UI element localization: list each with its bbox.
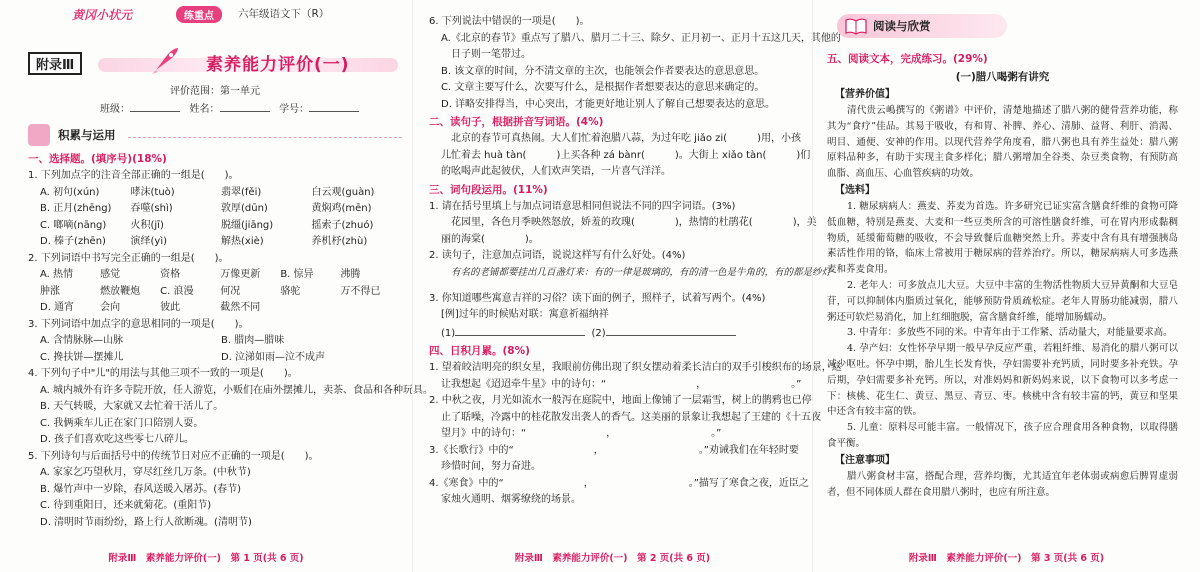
paragraph: 清代贵云嶋撰写的《粥谱》中评价，清楚地描述了腊八粥的健骨营养功能，称其为“食疗”佳品。其易于吸收，有和胃、补脾、养心、清肺、益肾、利肝、消渴、明目、通便、安神的作用。以现代营养学角度看，腊八粥也具有养生益处：腊八粥原料品种多，有助于实现主食多样化；腊八粥增加全谷类、杂豆类食物，有预防高血脂、高血压、心血管疾病的功效。 <box>827 105 1178 180</box>
option-cell: C. 搀扶饼—摆摊儿 <box>40 351 124 363</box>
question: 2. 读句子，注意加点词语，说说这样写有什么好处。(4%) <box>429 250 686 261</box>
option-cell <box>340 300 400 317</box>
title-row <box>28 44 402 84</box>
blank-label: (2) <box>591 327 606 339</box>
option-cell: 何况 <box>220 285 241 297</box>
passage-line: 北京的春节可真热闹。大人们忙着泡腊八蒜，为过年吃 jiǎo zi( )用，小孩 <box>451 133 801 144</box>
subheading: 【选料】 <box>835 184 875 196</box>
header-chip: 练重点 <box>176 6 222 23</box>
option-cell <box>280 300 340 317</box>
option: B. 该文章的时间，分不清文章的主次，也能领会作者要表达的意思意思。 <box>441 65 765 77</box>
option-cell: 彼此 <box>160 302 181 313</box>
option-cell: 沸腾 <box>340 269 361 280</box>
page-1 <box>0 0 434 572</box>
reading-title: 阅读与欣赏 <box>873 19 931 33</box>
question: 1. 请在括号里填上与加点词语意思相同但说法不同的四字词语。(3%) <box>429 200 736 212</box>
passage-line: 花园里，各色月季映然怒放，娇羞的玫瑰( )，热情的杜鹃花( )，美 <box>451 217 817 228</box>
option-cell: A. 热情 <box>40 269 74 280</box>
paragraph: 2. 老年人：可多放点儿大豆。大豆中丰富的生物活性物质大豆异黄酮和大豆皂苷，可以抑制体内脂质过氧化，能够预防骨质疏松症。老年人胃肠功能减弱，腊八粥还可软烂易消化，加上红细胞脱，富含膳食纤维，能增加肠蠕动。 <box>827 279 1178 323</box>
grade-title: 六年级语文下（R） <box>238 8 330 20</box>
reading-header <box>827 6 1178 50</box>
option: C. 文章主要写什么，次要写什么，是根据作者想要表达的意思来确定的。 <box>441 82 765 93</box>
blank-label: (1) <box>441 327 456 339</box>
class-label: 班级： <box>100 104 130 115</box>
option-cell: 黄焖鸡(mēn) <box>311 203 372 214</box>
option: D. 清明时节雨纷纷，路上行人欲断魂。(清明节) <box>40 516 252 528</box>
option-cell: B. 惊异 <box>280 269 314 280</box>
question: 3.《长歌行》中的“ ， 。”劝诫我们在年轻时要 <box>429 444 799 456</box>
option-row <box>28 234 402 251</box>
id-label: 学号： <box>279 104 310 115</box>
section-badge <box>28 124 402 150</box>
answer-field[interactable] <box>606 324 736 336</box>
divider <box>128 137 402 138</box>
option: A.《北京的春节》重点写了腊八、腊月二十三、除夕、正月初一、正月十五这几天，其他的 <box>441 32 841 44</box>
passage-line: 儿忙着去 huà tàn( )上买各种 zá bànr( )。大街上 xiǎo tàn( )们 <box>441 149 811 161</box>
option-cell: 万像更新 <box>220 269 261 280</box>
option: A. 家家乞巧望秋月，穿尽红丝几万条。(中秋节) <box>40 467 251 478</box>
option-cell: C. 浪漫 <box>160 285 194 297</box>
subheading: 【营养价值】 <box>835 89 895 100</box>
question: 1. 望着皎洁明亮的织女星，我眼前仿佛出现了织女摆动着柔长洁白的双手引梭织布的场景，这 <box>429 362 842 373</box>
answer-blanks <box>429 324 798 343</box>
option-cell: 摇索子(zhuó) <box>311 219 374 231</box>
option-cell: 吞噬(shì) <box>130 203 173 214</box>
student-info <box>28 100 402 118</box>
question: 2. 中秋之夜，月光如流水一般泻在庭院中，地面上像铺了一层霜雪，树上的鹊鸦也已停 <box>429 395 812 406</box>
option-cell: 资格 <box>160 269 181 280</box>
option-cell: C. 啷嘀(nāng) <box>40 219 107 231</box>
option-cell: 演绎(yì) <box>130 236 167 247</box>
page-3 <box>812 0 1200 572</box>
option-cell: 燃放鞭炮 <box>100 285 141 297</box>
article-title: (一)腊八喝粥有讲究 <box>955 71 1050 83</box>
book-icon <box>28 124 50 146</box>
option-cell: D. 榛子(zhēn) <box>40 236 106 247</box>
option-row <box>28 350 402 367</box>
option-cell: 感觉 <box>100 269 121 280</box>
option-cell: D. 通宵 <box>40 302 75 313</box>
question: 4. 下列句子中"儿"的用法与其他三项不一致的一项是( )。 <box>28 368 298 379</box>
option: C. 我俩乘车儿正在家门口陪别人耍。 <box>40 417 204 429</box>
class-field[interactable] <box>130 100 180 112</box>
scope-text: 评价范围：第一单元 <box>170 86 260 97</box>
option: B. 天气转暖，大家就又去忙着干活儿了。 <box>40 401 224 412</box>
option-cell: B. 腊肉—腊味 <box>221 335 285 346</box>
answer-field[interactable] <box>455 324 585 336</box>
question-cont: 止了聒噪，冷露中的桂花散发出袭人的香气。这美丽的景象让我想起了王建的《十五夜 <box>441 411 821 423</box>
option-cell: 白云观(guàn) <box>311 186 375 198</box>
option-cell: 养机杼(zhù) <box>311 236 368 247</box>
option-cell: 敦厚(dūn) <box>221 203 268 214</box>
option-row <box>28 185 402 202</box>
option-cell: 骆驼 <box>280 285 301 297</box>
option: 日子则一笔带过。 <box>451 49 531 60</box>
option-cell: 哮沫(tuò) <box>130 186 175 198</box>
option-cell: 脱缰(jiāng) <box>221 219 274 231</box>
option-row <box>28 333 402 350</box>
question-cont: 望月》中的诗句：“ ， 。” <box>441 428 722 439</box>
option-cell: 万不得已 <box>340 285 381 297</box>
passage-line: 的吆喝声此起彼伏，人们欢声笑语，一片喜气洋洋。 <box>441 166 671 177</box>
page-title: 素养能力评价(一) <box>206 55 350 75</box>
option: D. 详略安排得当，中心突出，才能更好地让别人了解自己想要表达的意思。 <box>441 98 776 110</box>
appendix-label: 附录Ⅲ <box>28 52 82 75</box>
rocket-icon <box>150 46 180 76</box>
subheading: 【注意事项】 <box>835 454 895 466</box>
option-cell: B. 正月(zhēng) <box>40 203 112 214</box>
question: 1. 下列加点字的注音全部正确的一组是( )。 <box>28 170 239 181</box>
paragraph: 5. 儿童：原料尽可能丰富。一般情况下，孩子应合理食用各种食物，以取得膳食平衡。 <box>827 422 1178 449</box>
example: [例]过年的时候贴对联：寓意祈福纳祥 <box>441 309 609 320</box>
section-badge-label: 积累与运用 <box>58 128 116 142</box>
open-book-icon <box>845 16 867 36</box>
question-cont: 珍惜时间，努力奋进。 <box>441 461 541 472</box>
paragraph: 4. 孕产妇：女性怀孕早期一般早孕反应严重，若粗纤维、易消化的腊八粥可以减少呕吐。怀孕中期，胎儿生长发育快，孕妇需要补充钙质，同时要多补充铁。孕后期，孕妇需要多补充钙。所以，对准妈妈和新妈妈来说，以下食物可以多考虑一下：核桃、花生仁、黄豆、黑豆、青豆、枣。核桃中含有较丰富的钙，黄豆和坚果中还含有较丰富的铁。 <box>827 343 1178 418</box>
question: 3. 你知道哪些寓意吉祥的习俗？读下面的例子，照样子，试着写两个。(4%) <box>429 292 766 304</box>
q2-options <box>28 267 402 317</box>
option-cell: 截然不同 <box>220 302 261 313</box>
option-cell: 肿涨 <box>40 285 60 297</box>
option-row <box>28 284 402 301</box>
quoted-sentence: 有名的老铺都要挂出几百盏灯来：有的一律是玻璃的，有的清一色是牛角的，有的都是纱灯 <box>451 266 832 278</box>
option-cell: 会向 <box>100 302 121 313</box>
option-row <box>28 267 402 284</box>
brand-logo: 黄冈小状元 <box>72 8 133 22</box>
name-label: 姓名： <box>189 104 220 115</box>
option: B. 爆竹声中一岁除，春风送暖入屠苏。(春节) <box>40 483 242 495</box>
option: C. 待到重阳日，还来就菊花。(重阳节) <box>40 500 212 511</box>
question-cont: 家烛火通明、烟雾缭绕的场景。 <box>441 494 581 505</box>
page-header <box>28 0 402 44</box>
option-cell: 解热(xiè) <box>221 236 264 247</box>
option-row <box>28 201 402 218</box>
question: 3. 下列词语中加点字的意思相同的一项是( )。 <box>28 318 249 330</box>
option-cell: A. 初句(xún) <box>40 186 100 198</box>
option-cell: A. 含情脉脉—山脉 <box>40 335 124 346</box>
option: D. 孩子们喜欢吃这些零七八碎儿。 <box>40 434 195 445</box>
option: A. 城内城外有许多寺院开放，任人游览，小贩们在庙外摆摊儿，卖茶、食品和各种玩具。 <box>40 384 434 396</box>
passage-line: 丽的海棠( )。 <box>441 233 539 245</box>
paragraph: 腊八粥食材丰富，搭配合理，营养均衡，尤其适宜年老体弱或病愈后脾胃虚弱者，但不同体质人群在食用腊八粥时，也应有所注意。 <box>827 470 1178 498</box>
paragraph: 3. 中青年：多放些不同的米。中青年由于工作紧、活动量大，对能量要求高。 <box>847 327 1173 339</box>
q1-options <box>28 185 402 251</box>
option-cell: 翡翠(fěi) <box>221 186 262 198</box>
option-row <box>28 218 402 235</box>
section-heading: 五、阅读文本，完成练习。(29%) <box>827 53 988 65</box>
paragraph: 1. 糖尿病病人：燕麦、荞麦为首选。许多研究已证实富含膳食纤维的食物可降低血糖，特别是燕麦、大麦和一些豆类所含的可溶性膳食纤维，可在胃内形成黏稠物质，延缓葡萄糖的吸收，不会导致餐后血糖突然上升。荞麦中含有具有增强胰岛素活性作用的铬，临床上常被用于糖尿病的营养治疗。所以，糖尿病病人可多选燕麦和荞麦食用。 <box>827 200 1178 276</box>
option-cell: 火积(jī) <box>130 219 164 231</box>
question: 2. 下列词语中书写完全正确的一组是( )。 <box>28 252 229 264</box>
name-field[interactable] <box>220 100 270 112</box>
section-heading: 一、选择题。(填序号)(18%) <box>28 153 167 165</box>
section-heading: 二、读句子，根据拼音写词语。(4%) <box>429 116 604 128</box>
option-cell: D. 泣涕如雨—泣不成声 <box>221 351 326 363</box>
page-footer: 附录Ⅲ 素养能力评价(一) 第 1 页(共 6 页) <box>108 553 304 564</box>
q3-options <box>28 333 402 366</box>
question: 5. 下列诗句与后面括号中的传统节日对应不正确的一项是( )。 <box>28 450 319 462</box>
option-row <box>28 300 402 317</box>
section-heading: 四、日积月累。(8%) <box>429 345 530 357</box>
section-heading: 三、词句段运用。(11%) <box>429 183 548 196</box>
page-footer: 附录Ⅲ 素养能力评价(一) 第 2 页(共 6 页) <box>514 553 711 564</box>
page-2 <box>412 0 842 572</box>
page-footer: 附录Ⅲ 素养能力评价(一) 第 3 页(共 6 页) <box>908 553 1105 564</box>
question: 4.《寒食》中的“ ， 。”描写了寒食之夜，近臣之 <box>429 477 809 489</box>
id-field[interactable] <box>309 100 359 112</box>
question-cont: 让我想起《迢迢牵牛星》中的诗句：“ ， 。” <box>441 378 802 390</box>
question: 6. 下列说法中错误的一项是( )。 <box>429 16 590 27</box>
